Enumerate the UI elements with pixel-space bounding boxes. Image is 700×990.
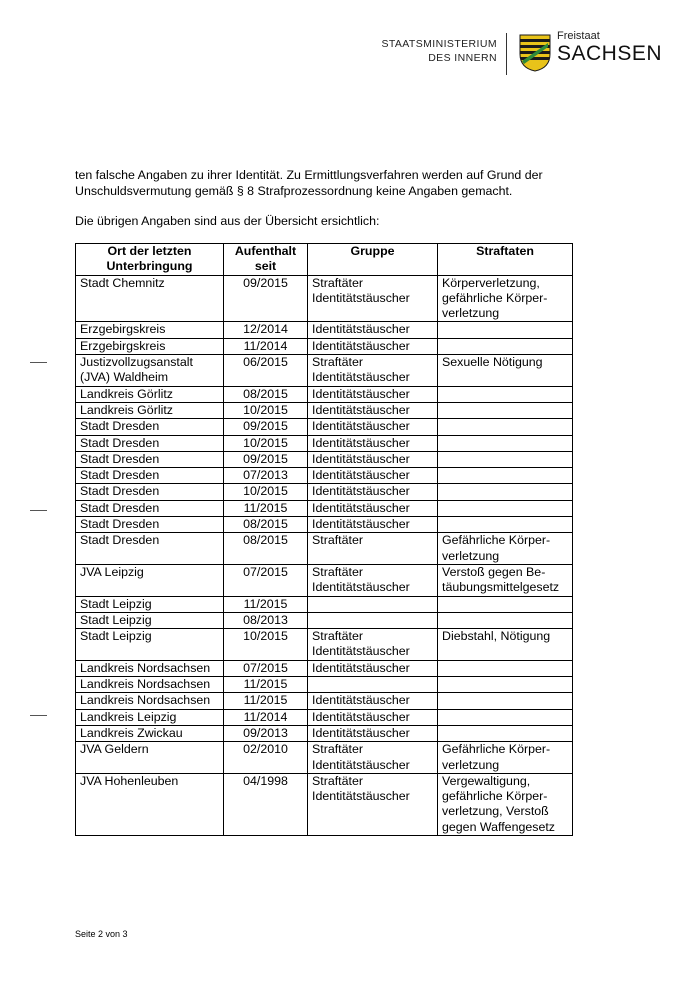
cell-seit: 10/2015 — [224, 402, 308, 418]
table-row — [76, 322, 573, 338]
cell-ort: JVA Hohenleuben — [76, 773, 224, 835]
table-row — [76, 742, 573, 774]
state-line-1: Freistaat — [556, 30, 600, 42]
cell-ort: Stadt Dresden — [76, 468, 224, 484]
cell-ort: Stadt Leipzig — [76, 629, 224, 661]
cell-straftaten — [438, 402, 573, 418]
table-row — [76, 468, 573, 484]
table-row — [76, 386, 573, 402]
column-header-straftaten: Straftaten — [438, 244, 573, 276]
cell-ort: Stadt Leipzig — [76, 612, 224, 628]
cell-gruppe: Identitätstäuscher — [308, 693, 438, 709]
cell-gruppe: Identitätstäuscher — [308, 419, 438, 435]
intro-paragraph-2: Die übrigen Angaben sind aus der Übersicht ersichtlich: — [75, 214, 380, 228]
state-name — [557, 30, 662, 64]
cell-seit: 11/2014 — [224, 709, 308, 725]
cell-seit: 09/2015 — [224, 419, 308, 435]
cell-gruppe: Identitätstäuscher — [308, 468, 438, 484]
cell-ort: Landkreis Nordsachsen — [76, 693, 224, 709]
cell-straftaten — [438, 435, 573, 451]
letterhead — [381, 30, 662, 75]
cell-gruppe: Straftäter Identitätstäuscher — [308, 629, 438, 661]
cell-seit: 09/2015 — [224, 275, 308, 322]
cell-ort: Stadt Dresden — [76, 451, 224, 467]
cell-straftaten — [438, 322, 573, 338]
cell-ort: Stadt Dresden — [76, 533, 224, 565]
cell-seit: 12/2014 — [224, 322, 308, 338]
cell-gruppe: Identitätstäuscher — [308, 517, 438, 533]
cell-seit: 09/2015 — [224, 451, 308, 467]
cell-ort: Landkreis Görlitz — [76, 402, 224, 418]
table-row — [76, 500, 573, 516]
cell-ort: JVA Leipzig — [76, 564, 224, 596]
table-row — [76, 338, 573, 354]
ministry-line-2: DES INNERN — [428, 52, 497, 64]
table-row — [76, 564, 573, 596]
cell-gruppe: Straftäter — [308, 533, 438, 565]
cell-seit: 11/2015 — [224, 596, 308, 612]
cell-straftaten: Körperverletzung, gefährliche Körperverletzung — [438, 275, 573, 322]
cell-straftaten — [438, 386, 573, 402]
cell-gruppe: Identitätstäuscher — [308, 435, 438, 451]
table-row — [76, 773, 573, 835]
cell-straftaten: Gefährliche Körperverletzung — [438, 533, 573, 565]
intro-text — [75, 167, 575, 229]
cell-straftaten — [438, 596, 573, 612]
cell-straftaten — [438, 500, 573, 516]
cell-gruppe: Straftäter Identitätstäuscher — [308, 275, 438, 322]
table-row — [76, 451, 573, 467]
cell-straftaten — [438, 419, 573, 435]
cell-seit: 09/2013 — [224, 725, 308, 741]
cell-gruppe: Straftäter Identitätstäuscher — [308, 564, 438, 596]
cell-ort: Landkreis Zwickau — [76, 725, 224, 741]
cell-ort: Landkreis Görlitz — [76, 386, 224, 402]
table-row — [76, 709, 573, 725]
cell-seit: 07/2015 — [224, 660, 308, 676]
cell-gruppe: Identitätstäuscher — [308, 709, 438, 725]
cell-gruppe — [308, 596, 438, 612]
cell-straftaten — [438, 517, 573, 533]
header-divider — [506, 33, 507, 75]
intro-paragraph-1: ten falsche Angaben zu ihrer Identität. Zu Ermittlungsverfahren werden auf Grund der Unschuldsvermutung gemäß § 8 Strafprozessordnung keine Angaben gemacht. — [75, 168, 543, 198]
table-row — [76, 435, 573, 451]
margin-mark — [30, 362, 47, 363]
cell-ort: Stadt Dresden — [76, 419, 224, 435]
cell-seit: 10/2015 — [224, 629, 308, 661]
cell-straftaten — [438, 484, 573, 500]
table-row — [76, 693, 573, 709]
column-header-gruppe: Gruppe — [308, 244, 438, 276]
cell-straftaten — [438, 677, 573, 693]
cell-seit: 08/2015 — [224, 517, 308, 533]
cell-ort: Landkreis Leipzig — [76, 709, 224, 725]
cell-straftaten: Vergewaltigung, gefährliche Körperverletzung, Verstoß gegen Waffengesetz — [438, 773, 573, 835]
cell-gruppe: Identitätstäuscher — [308, 500, 438, 516]
cell-ort: Justizvollzugsanstalt (JVA) Waldheim — [76, 355, 224, 387]
cell-gruppe: Straftäter Identitätstäuscher — [308, 773, 438, 835]
cell-ort: Stadt Dresden — [76, 500, 224, 516]
cell-ort: Stadt Leipzig — [76, 596, 224, 612]
column-header-ort: Ort der letzten Unterbringung — [76, 244, 224, 276]
cell-gruppe — [308, 677, 438, 693]
table-row — [76, 533, 573, 565]
cell-straftaten: Gefährliche Körperverletzung — [438, 742, 573, 774]
table-row — [76, 517, 573, 533]
cell-ort: Stadt Dresden — [76, 484, 224, 500]
table-row — [76, 355, 573, 387]
saxony-crest-icon — [519, 34, 551, 72]
page-number: Seite 2 von 3 — [75, 929, 128, 939]
cell-straftaten — [438, 468, 573, 484]
table-header-row — [76, 244, 573, 276]
table-row — [76, 612, 573, 628]
cell-gruppe — [308, 612, 438, 628]
cell-straftaten — [438, 725, 573, 741]
cell-straftaten — [438, 612, 573, 628]
column-header-seit: Aufenthalt seit — [224, 244, 308, 276]
cell-ort: Stadt Dresden — [76, 435, 224, 451]
cell-gruppe: Identitätstäuscher — [308, 725, 438, 741]
cell-straftaten — [438, 338, 573, 354]
table-row — [76, 402, 573, 418]
cell-straftaten — [438, 693, 573, 709]
cell-ort: Landkreis Nordsachsen — [76, 660, 224, 676]
ministry-line-1: STAATSMINISTERIUM — [381, 38, 497, 50]
cell-seit: 06/2015 — [224, 355, 308, 387]
cell-seit: 02/2010 — [224, 742, 308, 774]
cell-ort: Stadt Dresden — [76, 517, 224, 533]
cell-ort: Erzgebirgskreis — [76, 322, 224, 338]
cell-straftaten: Verstoß gegen Betäubungsmittelgesetz — [438, 564, 573, 596]
cell-gruppe: Identitätstäuscher — [308, 451, 438, 467]
cell-seit: 10/2015 — [224, 484, 308, 500]
cell-straftaten — [438, 451, 573, 467]
cell-seit: 08/2015 — [224, 386, 308, 402]
cell-seit: 07/2013 — [224, 468, 308, 484]
table-row — [76, 419, 573, 435]
cell-gruppe: Identitätstäuscher — [308, 322, 438, 338]
state-line-2: SACHSEN — [556, 42, 662, 65]
cell-seit: 11/2015 — [224, 677, 308, 693]
ministry-name — [381, 37, 506, 65]
overview-table — [75, 243, 573, 836]
table-row — [76, 275, 573, 322]
cell-seit: 07/2015 — [224, 564, 308, 596]
table-row — [76, 596, 573, 612]
cell-seit: 11/2015 — [224, 693, 308, 709]
cell-gruppe: Straftäter Identitätstäuscher — [308, 355, 438, 387]
cell-seit: 04/1998 — [224, 773, 308, 835]
cell-gruppe: Identitätstäuscher — [308, 660, 438, 676]
cell-gruppe: Identitätstäuscher — [308, 338, 438, 354]
cell-seit: 11/2014 — [224, 338, 308, 354]
cell-gruppe: Straftäter Identitätstäuscher — [308, 742, 438, 774]
cell-ort: JVA Geldern — [76, 742, 224, 774]
cell-seit: 10/2015 — [224, 435, 308, 451]
table-row — [76, 660, 573, 676]
table-row — [76, 629, 573, 661]
cell-ort: Landkreis Nordsachsen — [76, 677, 224, 693]
cell-straftaten: Diebstahl, Nötigung — [438, 629, 573, 661]
margin-mark — [30, 715, 47, 716]
cell-straftaten — [438, 709, 573, 725]
cell-gruppe: Identitätstäuscher — [308, 484, 438, 500]
cell-seit: 08/2015 — [224, 533, 308, 565]
cell-gruppe: Identitätstäuscher — [308, 386, 438, 402]
cell-seit: 11/2015 — [224, 500, 308, 516]
cell-ort: Erzgebirgskreis — [76, 338, 224, 354]
cell-gruppe: Identitätstäuscher — [308, 402, 438, 418]
table-row — [76, 484, 573, 500]
table-body — [76, 275, 573, 835]
cell-seit: 08/2013 — [224, 612, 308, 628]
table-row — [76, 725, 573, 741]
cell-ort: Stadt Chemnitz — [76, 275, 224, 322]
margin-mark — [30, 510, 47, 511]
cell-straftaten — [438, 660, 573, 676]
table-row — [76, 677, 573, 693]
cell-straftaten: Sexuelle Nötigung — [438, 355, 573, 387]
